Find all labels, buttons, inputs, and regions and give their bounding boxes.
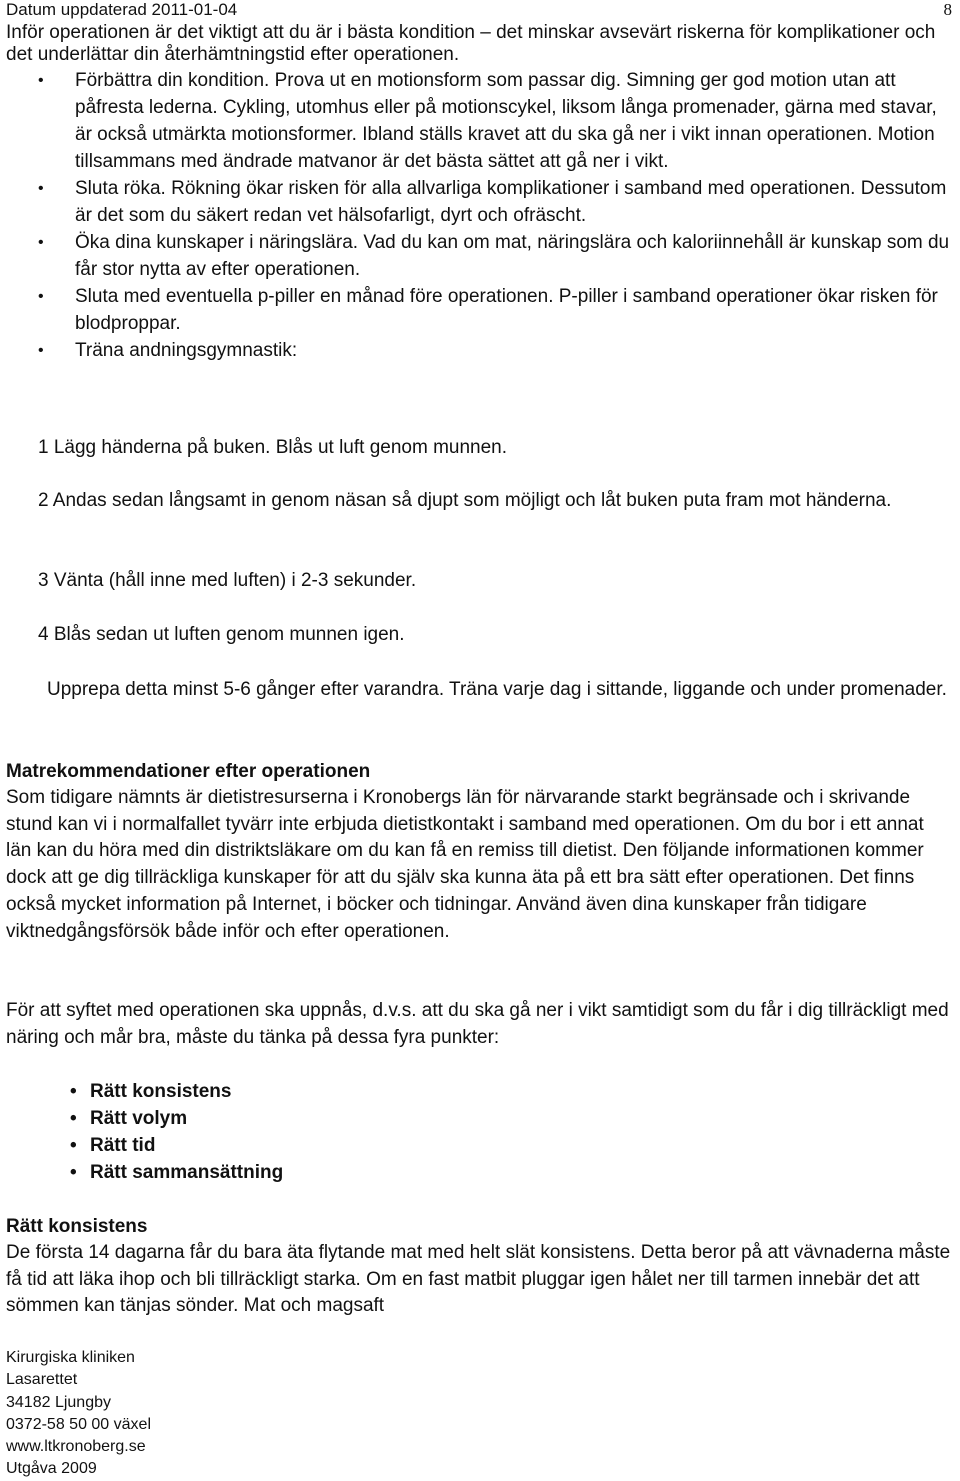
tip-lead: Träna andningsgymnastik: — [75, 340, 298, 361]
four-points-list — [70, 1078, 283, 1186]
purpose-paragraph: För att syftet med operationen ska uppnås, d.v.s. att du ska gå ner i vikt samtidigt som du får i dig tillräckligt med näring och mår bra, måste du tänka på dessa fyra punkter: — [6, 1000, 949, 1048]
tip-lead: Sluta med eventuella p-piller en månad före operationen. — [75, 286, 554, 307]
repeat-note: Upprepa detta minst 5-6 gånger efter varandra. Träna varje dag i sittande, liggande och under promenader. — [47, 679, 947, 700]
list-item: • Rätt konsistens — [70, 1078, 283, 1105]
list-item: • Rätt tid — [70, 1132, 283, 1159]
breathing-step-1: 1 Lägg händerna på buken. Blås ut luft genom munnen. — [38, 437, 508, 458]
section-title-consistency: Rätt konsistens — [6, 1216, 148, 1237]
tip-text: Rökning ökar risken för alla allvarliga komplikationer i samband med operationen. Dessutom är det som du säkert redan vet hälsofarligt, dyrt och ofräscht. — [75, 178, 947, 226]
footer-address — [6, 1347, 151, 1481]
preparation-tips-list — [0, 67, 950, 364]
tip-text: Prova ut en motionsform som passar dig. Simning ger god motion utan att påfresta lederna. Cykling, utomhus eller på motionscykel, liksom långa promenader, gärna med stavar, är också utmärkta motionsformer. Ibland ställs kravet att du ska gå ner i vikt innan operationen. Motion tillsammans med ändrade matvanor är det bästa sättet att gå ner i vikt. — [75, 70, 937, 172]
list-item — [0, 67, 950, 175]
list-item — [0, 175, 950, 229]
tip-lead: Sluta röka. — [75, 178, 166, 199]
breathing-step-2: 2 Andas sedan långsamt in genom näsan så djupt som möjligt och låt buken puta fram mot händerna. — [38, 490, 892, 511]
list-item — [0, 229, 950, 283]
footer-line: Kirurgiska kliniken — [6, 1349, 135, 1366]
list-item: • Rätt sammansättning — [70, 1159, 283, 1186]
list-item: • Rätt volym — [70, 1105, 283, 1132]
tip-text: Vad du kan om mat, näringslära och kaloriinnehåll är kunskap som du får stor nytta av efter operationen. — [75, 232, 950, 280]
footer-website-link[interactable]: www.ltkronoberg.se — [6, 1438, 146, 1456]
tip-text: P-piller i samband operationer ökar risken för blodproppar. — [75, 286, 938, 334]
footer-line: Utgåva 2009 — [6, 1460, 97, 1478]
consistency-paragraph: De första 14 dagarna får du bara äta flytande mat med helt slät konsistens. Detta beror på att vävnaderna måste få tid att läka ihop och bli tillräckligt starka. Om en fast matbit pluggar igen hålet ner till tarmen innebär det att sömmen kan tänjas sönder. Mat och magsaft — [6, 1242, 951, 1317]
tip-lead: Förbättra din kondition. — [75, 70, 270, 91]
recommendations-paragraph: Som tidigare nämnts är dietistresurserna i Kronobergs län för närvarande starkt begränsade och i skrivande stund kan vi i normalfallet tyvärr inte erbjuda dietistkontakt i samband med operationen. Om du bor i ett annat län kan du höra med din distriktsläkare om du kan få en remiss till dietist. Den följande informationen kommer dock att ge dig tillräckliga kunskaper för att du själv ska kunna äta på ett bra sätt efter operationen. Det finns också mycket information på Internet, i böcker och tidningar. Använd även dina kunskaper från tidigare viktnedgångsförsök både inför och efter operationen. — [6, 787, 924, 942]
page-number: 8 — [943, 0, 952, 19]
breathing-step-3: 3 Vänta (håll inne med luften) i 2-3 sekunder. — [38, 570, 417, 591]
tip-lead: Öka dina kunskaper i näringslära. — [75, 232, 359, 253]
header-updated-date: Datum uppdaterad 2011-01-04 — [6, 0, 238, 19]
footer-line: 34182 Ljungby — [6, 1393, 111, 1411]
list-item — [0, 283, 950, 337]
footer-line: Lasarettet — [6, 1371, 78, 1389]
breathing-step-4: 4 Blås sedan ut luften genom munnen igen. — [38, 624, 405, 645]
section-title-recommendations: Matrekommendationer efter operationen — [6, 761, 371, 782]
intro-paragraph: Inför operationen är det viktigt att du är i bästa kondition – det minskar avsevärt riskerna för komplikationer och det underlättar din återhämtningstid efter operationen. — [6, 22, 936, 65]
list-item — [0, 337, 950, 364]
footer-line: 0372-58 50 00 växel — [6, 1415, 151, 1433]
